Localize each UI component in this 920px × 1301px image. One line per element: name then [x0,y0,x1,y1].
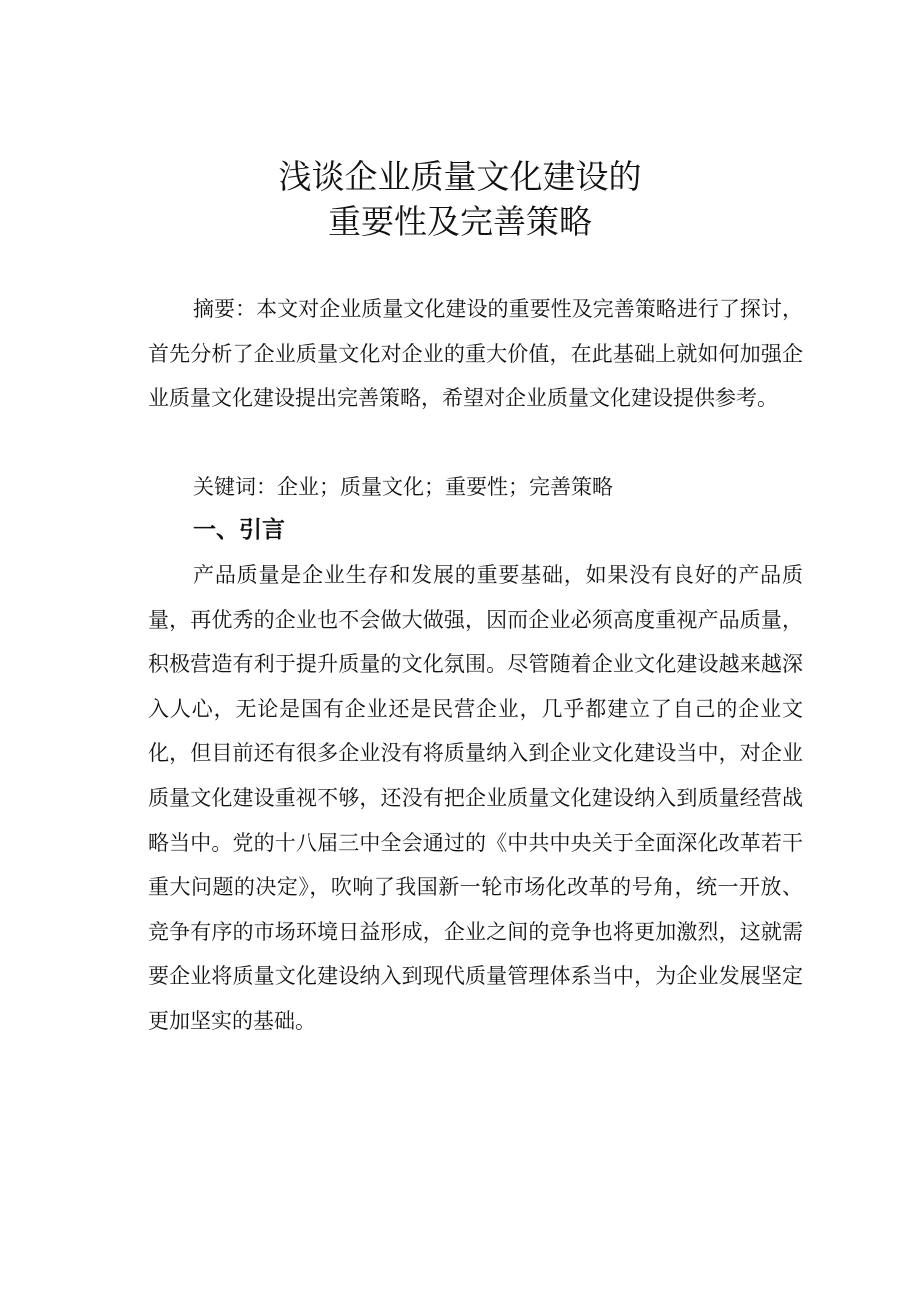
abstract-paragraph: 摘要：本文对企业质量文化建设的重要性及完善策略进行了探讨，首先分析了企业质量文化对企业的重大价值，在此基础上就如何加强企业质量文化建设提出完善策略，希望对企业质量文化建设提供参考。 [148,297,803,411]
introduction-paragraph: 产品质量是企业生存和发展的重要基础，如果没有良好的产品质量，再优秀的企业也不会做大做强，因而企业必须高度重视产品质量，积极营造有利于提升质量的文化氛围。尽管随着企业文化建设越来越深入人心，无论是国有企业还是民营企业，几乎都建立了自己的企业文化，但目前还有很多企业没有将质量纳入到企业文化建设当中，对企业质量文化建设重视不够，还没有把企业质量文化建设纳入到质量经营战略当中。党的十八届三中全会通过的《中共中央关于全面深化改革若干重大问题的决定》，吹响了我国新一轮市场化改革的号角，统一开放、竞争有序的市场环境日益形成，企业之间的竞争也将更加激烈，这就需要企业将质量文化建设纳入到现代质量管理体系当中，为企业发展坚定更加坚实的基础。 [148,563,803,1033]
keywords-line: 关键词：企业；质量文化；重要性；完善策略 [193,475,613,499]
document-title-line-2: 重要性及完善策略 [328,202,592,241]
section-heading-introduction: 一、引言 [193,517,285,543]
document-title-line-1: 浅谈企业质量文化建设的 [278,157,642,196]
